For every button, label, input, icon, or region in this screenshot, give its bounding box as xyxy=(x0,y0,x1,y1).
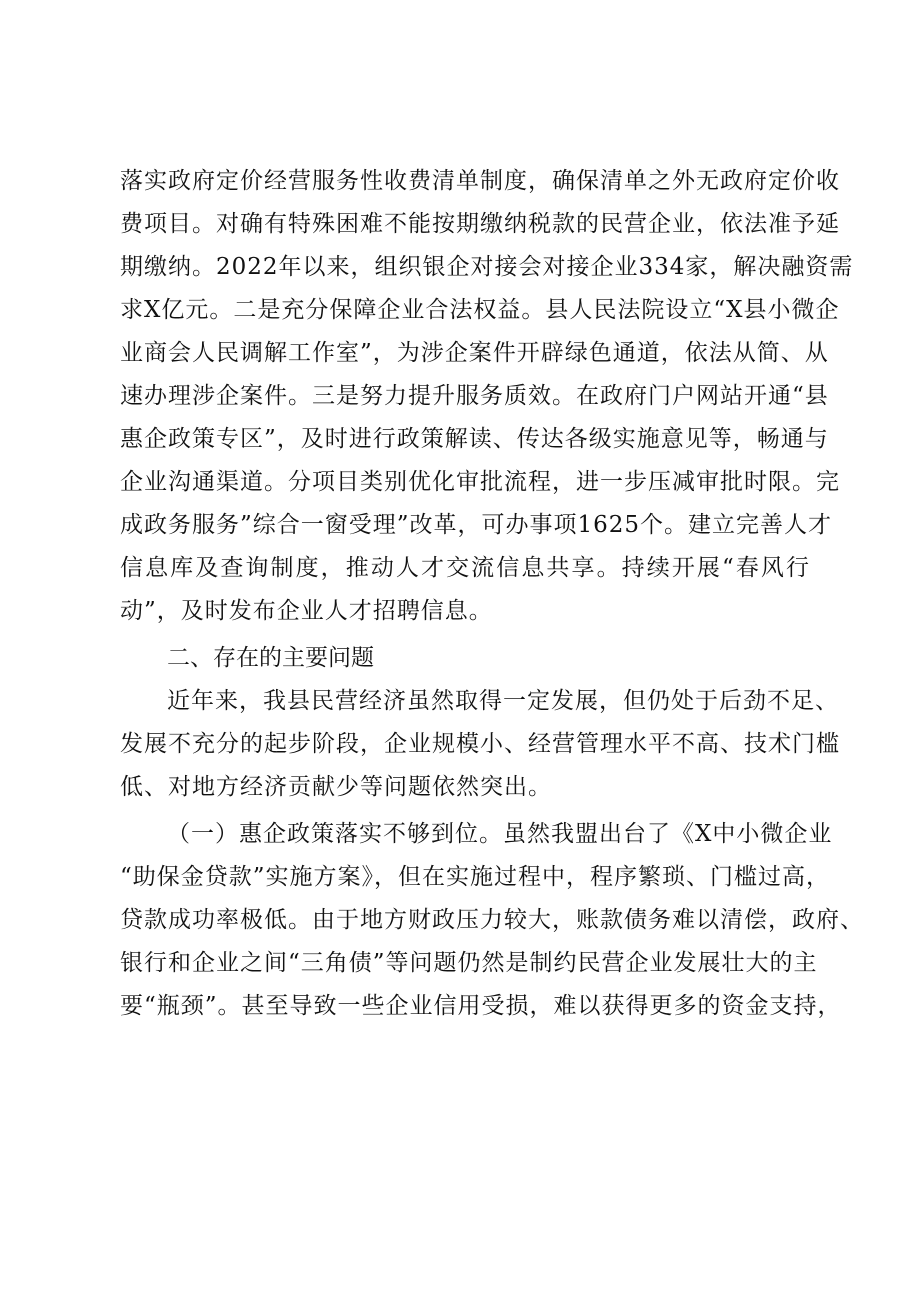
paragraph-line: 落实政府定价经营服务性收费清单制度，确保清单之外无政府定价收 xyxy=(120,168,840,194)
subsection-line: 银行和企业之间“三角债”等问题仍然是制约民营企业发展壮大的主 xyxy=(120,950,818,976)
paragraph-line: 惠企政策专区”，及时进行政策解读、传达各级实施意见等，畅通与 xyxy=(120,426,829,452)
subsection-line: 贷款成功率极低。由于地方财政压力较大，账款债务难以清偿，政府、 xyxy=(120,907,864,933)
paragraph-line: 费项目。对确有特殊困难不能按期缴纳税款的民营企业，依法准予延 xyxy=(120,211,840,237)
paragraph-line: 企业沟通渠道。分项目类别优化审批流程，进一步压减审批时限。完 xyxy=(120,469,840,495)
subsection-line: “助保金贷款”实施方案》，但在实施过程中，程序繁琐、门槛过高， xyxy=(120,864,831,890)
paragraph-line: 期缴纳。2022年以来，组织银企对接会对接企业334家，解决融资需 xyxy=(120,254,854,280)
paragraph-line: 低、对地方经济贡献少等问题依然突出。 xyxy=(120,774,552,800)
paragraph-line: 速办理涉企案件。三是努力提升服务质效。在政府门户网站开通“县 xyxy=(120,383,829,409)
paragraph-line: 求X亿元。二是充分保障企业合法权益。县人民法院设立“X县小微企 xyxy=(120,297,840,323)
section-heading: 二、存在的主要问题 xyxy=(167,645,374,671)
subsection-line: 要“瓶颈”。甚至导致一些企业信用受损，难以获得更多的资金支持， xyxy=(120,993,842,1019)
paragraph-line: 信息库及查询制度，推动人才交流信息共享。持续开展“春风行 xyxy=(120,555,810,581)
paragraph-line: 动”，及时发布企业人才招聘信息。 xyxy=(120,598,493,624)
paragraph-line: 发展不充分的起步阶段，企业规模小、经营管理水平不高、技术门槛 xyxy=(120,731,840,757)
paragraph-line: 成政务服务”综合一窗受理”改革，可办事项1625个。建立完善人才 xyxy=(120,512,833,538)
paragraph-line: 近年来，我县民营经济虽然取得一定发展，但仍处于后劲不足、 xyxy=(167,688,839,714)
subsection-line: （一）惠企政策落实不够到位。虽然我盟出台了《X中小微企业 xyxy=(167,821,833,847)
paragraph-line: 业商会人民调解工作室”，为涉企案件开辟绿色通道，依法从简、从 xyxy=(120,340,829,366)
